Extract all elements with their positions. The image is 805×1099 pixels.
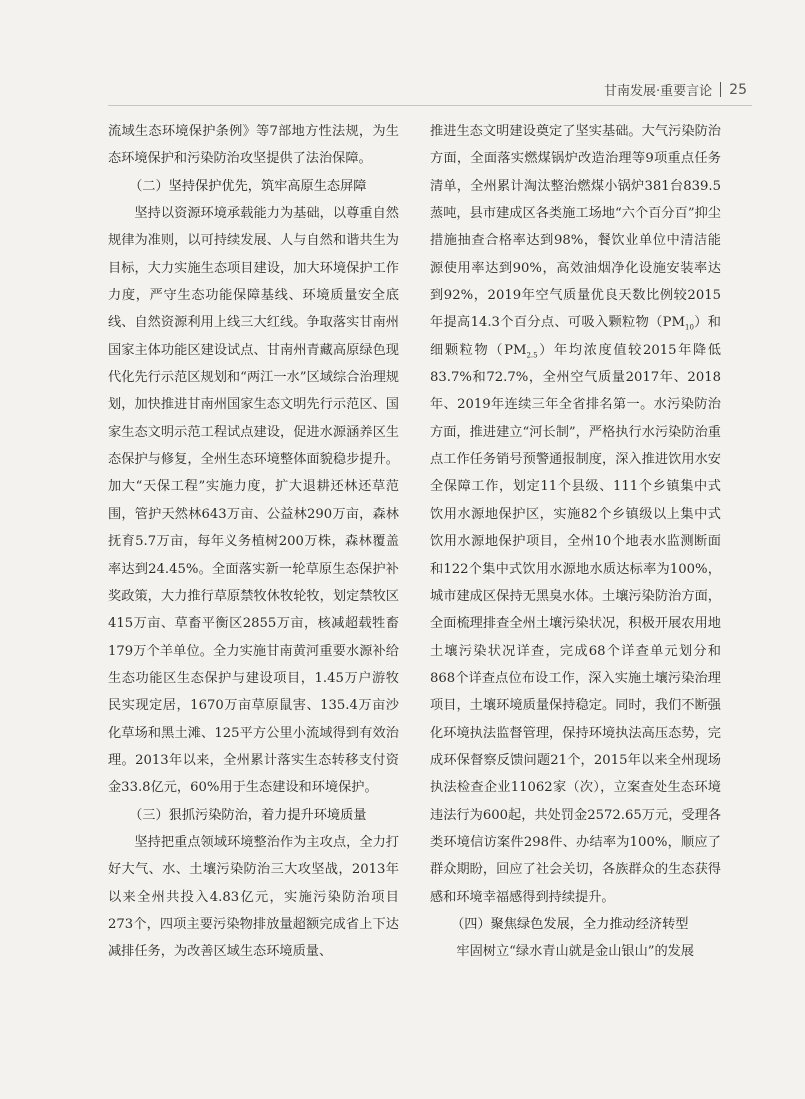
paragraph: 流域生态环境保护条例》等7部地方性法规，为生态环境保护和污染防治攻坚提供了法治保障。 [108,124,399,167]
paragraph: 牢固树立“绿水青山就是金山银山”的发展 [456,944,695,960]
section-title: 甘南发展·重要言论 [604,84,713,99]
left-column [108,118,399,966]
pm25-subscript: 2.5 [526,351,538,360]
section-heading: （二）坚持保护优先，筑牢高原生态屏障 [129,178,367,194]
paragraph: 坚持以资源环境承载能力为基础，以尊重自然规律为准则，以可持续发展、人与自然和谐共生为目标，大力实施生态项目建设，加大环境保护工作力度，严守生态功能保障基线、环境质量安全底线、自然资源利用上线三大红线。争取落实甘南州国家主体功能区建设试点、甘南州青藏高原绿色现代化先行示范区规划和“两江一水”区域综合治理规划，加快推进甘南州国家生态文明先行示范区、国家生态文明示范工程试点建设，促进水源涵养区生态保护与修复，全州生态环境整体面貌稳步提升。加大“天保工程”实施力度，扩大退耕还林还草范围，管护天然林643万亩、公益林290万亩，森林抚育5.7万亩，每年义务植树200万株，森林覆盖率达到24.45%。全面落实新一轮草原生态保护补奖政策，大力推行草原禁牧休牧轮牧，划定禁牧区415万亩、草畜平衡区2855万亩，核减超载牲畜179万个羊单位。全力实施甘南黄河重要水源补给生态功能区生态保护与建设项目，1.45万户游牧民实现定居，1670万亩草原鼠害、135.4万亩沙化草场和黑土滩、125平方公里小流域得到有效治理。2013年以来，全州累计落实生态转移支付资金33.8亿元，60%用于生态建设和环境保护。 [108,206,399,796]
right-column [430,118,721,966]
section-heading: （四）聚焦绿色发展，全力推动经济转型 [451,916,689,932]
running-header [604,80,747,99]
header-divider [720,82,721,97]
pm10-subscript: 10 [685,324,694,333]
page-number: 25 [729,81,747,98]
paragraph [430,118,721,911]
text-run: ）和细颗粒物（PM [430,315,721,358]
text-run: ）年均浓度值较2015年降低83.7%和72.7%，全州空气质量2017年、2018年、2019年连续三年全省排名第一。水污染防治方面，推进建立“河长制”，严格执行水污染防治重点工作任务销号预警通报制度，深入推进饮用水安全保障工作，划定11个县级、111个乡镇集中式饮用水源地保护区，实施82个乡镇级以上集中式饮用水源地保护项目，全州10个地表水监测断面和122个集中式饮用水源地水质达标率为100%，城市建成区保持无黑臭水体。土壤污染防治方面，全面梳理排查全州土壤污染状况，积极开展农用地土壤污染状况详查，完成68个详查单元划分和868个详查点位布设工作，深入实施土壤污染治理项目，土壤环境质量保持稳定。同时，我们不断强化环境执法监督管理，保持环境执法高压态势，完成环保督察反馈问题21个，2015年以来全州现场执法检查企业11062家（次），立案查处生态环境违法行为600起，共处罚金2572.65万元，受理各类环境信访案件298件、办结率为100%，顺应了群众期盼，回应了社会关切，各族群众的生态获得感和环境幸福感得到持续提升。 [430,342,721,905]
header-rule [108,105,752,106]
section-heading: （三）狠抓污染防治，着力提升环境质量 [129,807,367,823]
paragraph: 坚持把重点领域环境整治作为主攻点，全力打好大气、水、土壤污染防治三大攻坚战，2013年以来全州共投入4.83亿元，实施污染防治项目273个，四项主要污染物排放量超额完成省上下达减排任务，为改善区域生态环境质量、 [108,834,399,960]
text-run: 推进生态文明建设奠定了坚实基础。大气污染防治方面，全面落实燃煤锅炉改造治理等9项重点任务清单，全州累计淘汰整治燃煤小锅炉381台839.5蒸吨，县市建成区各类施工场地“六个百分百”抑尘措施抽查合格率达到98%，餐饮业单位中清洁能源使用率达到90%，高效油烟净化设施安装率达到92%，2019年空气质量优良天数比例较2015年提高14.3个百分点、可吸入颗粒物（PM [430,124,721,331]
